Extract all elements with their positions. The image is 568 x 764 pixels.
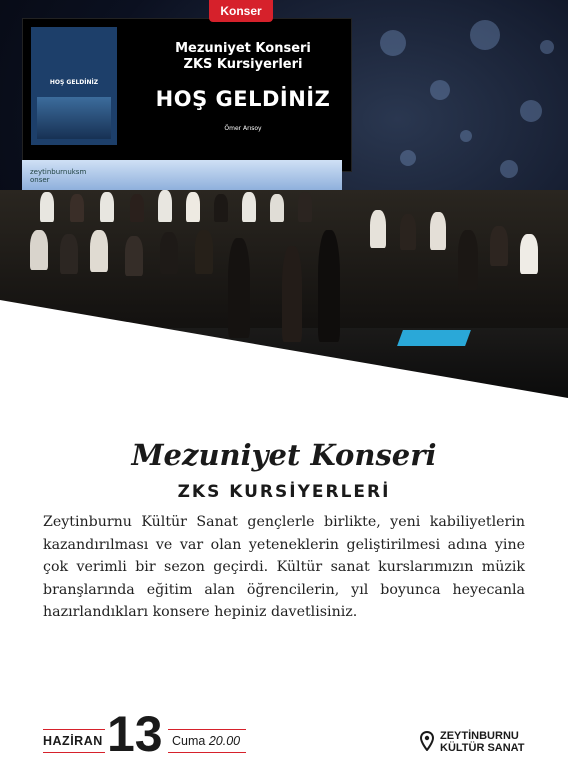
- choir-member: [186, 192, 200, 222]
- choir-member: [298, 192, 312, 222]
- choir-member: [214, 194, 228, 222]
- venue-name: [440, 730, 525, 754]
- event-footer: [0, 706, 568, 764]
- lit-banner: [22, 160, 342, 190]
- banner-brand: [30, 168, 86, 184]
- musician: [400, 214, 416, 250]
- divider-line: [168, 729, 246, 730]
- divider-line: [43, 752, 105, 753]
- musician: [490, 226, 508, 266]
- soloist: [228, 238, 250, 338]
- event-title: Mezuniyet Konseri: [131, 438, 437, 472]
- bokeh-light: [540, 40, 554, 54]
- bokeh-light: [460, 130, 472, 142]
- musician: [125, 236, 143, 276]
- bokeh-light: [500, 160, 518, 178]
- musician: [60, 234, 78, 274]
- event-subtitle: ZKS KURSİYERLERİ: [177, 482, 391, 502]
- screen-inset: [31, 27, 117, 145]
- screen-title-line1: Mezuniyet Konseri: [175, 41, 311, 56]
- divider-line: [43, 729, 105, 730]
- choir-member: [158, 190, 172, 222]
- location-pin-icon: [420, 731, 434, 751]
- bokeh-light: [430, 80, 450, 100]
- choir-member: [130, 194, 144, 222]
- choir-member: [242, 192, 256, 222]
- venue-line2: KÜLTÜR SANAT: [440, 742, 525, 754]
- screen-welcome: HOŞ GELDİNİZ: [155, 87, 331, 111]
- musician: [520, 234, 538, 274]
- choir-member: [40, 192, 54, 222]
- event-description: Zeytinburnu Kültür Sanat gençlerle birlikte, yeni kabiliyetlerin kazandırılması ve var olan yeteneklerin geliştirilmesi adına yine çok verimli bir sezon geçirdi. Kültür sanat kurslarımızın müzik branşlarında eğitim alan öğrencilerin, yıl boyunca heyecanla hazırlandıkları konsere hepiniz davetlisiniz.: [43, 514, 525, 620]
- banner-text-line2: onser: [30, 176, 50, 184]
- bokeh-light: [400, 150, 416, 166]
- musician: [458, 230, 478, 290]
- bokeh-light: [380, 30, 406, 56]
- banner-text-line1: zeytinburnuksm: [30, 168, 87, 176]
- screen-text: [143, 41, 343, 132]
- choir-member: [70, 194, 84, 222]
- cyan-cloth: [397, 330, 471, 346]
- screen-signature: Ömer Arısoy: [224, 125, 262, 132]
- event-day: 13: [107, 706, 163, 762]
- event-month: HAZİRAN: [43, 734, 103, 748]
- musician: [370, 210, 386, 248]
- venue-line1: ZEYTİNBURNU: [440, 730, 519, 742]
- soloist: [282, 246, 302, 342]
- musician: [195, 230, 213, 274]
- divider-line: [168, 752, 246, 753]
- stage-screen: [22, 18, 352, 172]
- inset-crowd: [37, 97, 111, 139]
- musician: [160, 232, 178, 274]
- screen-title-line2: ZKS Kursiyerleri: [183, 57, 303, 72]
- inset-title: HOŞ GELDİNİZ: [49, 79, 99, 86]
- event-hour: 20.00: [208, 734, 241, 748]
- bokeh-light: [520, 100, 542, 122]
- event-time: [172, 734, 240, 748]
- soloist: [318, 230, 340, 342]
- choir-member: [270, 194, 284, 222]
- event-weekday: Cuma: [172, 734, 206, 748]
- choir-member: [100, 192, 114, 222]
- musician: [30, 230, 48, 270]
- musician: [430, 212, 446, 250]
- bokeh-light: [470, 20, 500, 50]
- category-tag: Konser: [209, 0, 273, 22]
- musician: [90, 230, 108, 272]
